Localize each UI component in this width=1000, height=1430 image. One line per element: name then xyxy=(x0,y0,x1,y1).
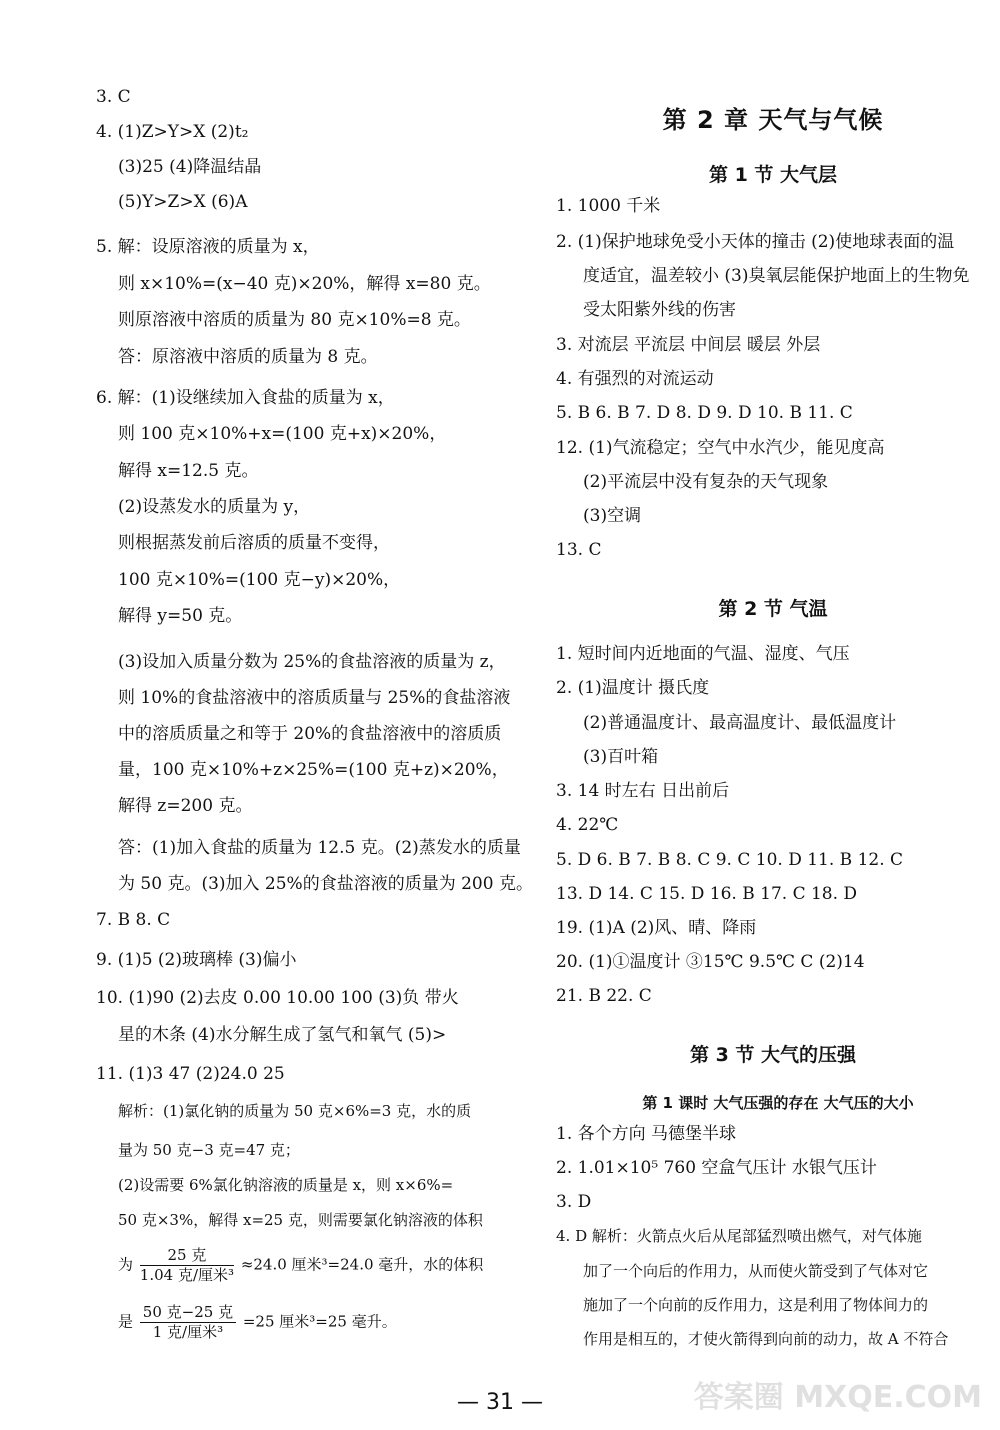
fraction-line: 是 $\frac{\text{50 克−25 克}}{\text{1 克/厘米³}}$ =25 厘米³=25 毫升。 xyxy=(118,1303,397,1341)
answer-line: 中的溶质质量之和等于 20%的食盐溶液中的溶质质 xyxy=(118,724,502,744)
answer-line: 量为 50 克−3 克=47 克； xyxy=(118,1141,300,1159)
answer-line: 4. D 解析：火箭点火后从尾部猛烈喷出燃气，对气体施 xyxy=(556,1227,922,1245)
answer-line: 19. (1)A (2)风、晴、降雨 xyxy=(556,918,757,938)
answer-line: 10. (1)90 (2)去皮 0.00 10.00 100 (3)负 带火 xyxy=(96,988,459,1008)
answer-line: (3)空调 xyxy=(583,506,642,526)
answer-line: 量，100 克×10%+z×25%=(100 克+z)×20%， xyxy=(118,760,509,780)
answer-line: 100 克×10%=(100 克−y)×20%， xyxy=(118,570,401,590)
chapter-title: 第 2 章 天气与气候 xyxy=(662,106,884,134)
answer-line: 7. B 8. C xyxy=(96,910,171,930)
answer-line: 则根据蒸发前后溶质的质量不变得， xyxy=(118,533,390,553)
watermark: 答案圈 MXQE.COM xyxy=(693,1380,982,1415)
lesson-title: 第 1 课时 大气压强的存在 大气压的大小 xyxy=(642,1094,914,1112)
answer-line: 3. 14 时左右 日出前后 xyxy=(556,781,730,801)
answer-line: (3)百叶箱 xyxy=(583,747,659,767)
answer-line: (5)Y>Z>X (6)A xyxy=(118,192,248,212)
answer-line: (3)设加入质量分数为 25%的食盐溶液的质量为 z， xyxy=(118,652,506,672)
answer-line: 11. (1)3 47 (2)24.0 25 xyxy=(96,1064,285,1084)
answer-line: (2)设需要 6%氯化钠溶液的质量是 x，则 x×6%= xyxy=(118,1176,454,1194)
answer-line: 2. (1)保护地球免受小天体的撞击 (2)使地球表面的温 xyxy=(556,232,955,252)
answer-line: 星的木条 (4)水分解生成了氢气和氧气 (5)> xyxy=(118,1025,447,1045)
answer-line: 1. 短时间内近地面的气温、湿度、气压 xyxy=(556,644,850,664)
answer-line: 1. 各个方向 马德堡半球 xyxy=(556,1124,737,1144)
answer-line: 9. (1)5 (2)玻璃棒 (3)偏小 xyxy=(96,950,297,970)
answer-line: 12. (1)气流稳定；空气中水汽少，能见度高 xyxy=(556,438,885,458)
answer-line: 答：(1)加入食盐的质量为 12.5 克。(2)蒸发水的质量 xyxy=(118,838,521,858)
answer-line: 21. B 22. C xyxy=(556,986,652,1006)
answer-line: 解得 z=200 克。 xyxy=(118,796,253,816)
answer-line: 3. 对流层 平流层 中间层 暖层 外层 xyxy=(556,335,821,355)
answer-line: 度适宜，温差较小 (3)臭氧层能保护地面上的生物免 xyxy=(583,266,970,286)
answer-line: 则 10%的食盐溶液中的溶质质量与 25%的食盐溶液 xyxy=(118,688,511,708)
answer-line: 2. (1)温度计 摄氏度 xyxy=(556,678,710,698)
section-title: 第 3 节 大气的压强 xyxy=(689,1044,857,1066)
answer-line: 4. (1)Z>Y>X (2)t₂ xyxy=(96,122,249,142)
fraction-line: 为 $\frac{\text{25 克}}{\text{1.04 克/厘米³}}$ ≈24.0 厘米³=24.0 毫升，水的体积 xyxy=(118,1246,484,1284)
answer-line: 5. 解：设原溶液的质量为 x， xyxy=(96,237,320,257)
answer-line: 解得 y=50 克。 xyxy=(118,606,243,626)
answer-line: 13. C xyxy=(556,540,602,560)
answer-line: 作用是相互的，才使火箭得到向前的动力，故 A 不符合 xyxy=(583,1330,949,1348)
answer-line: 13. D 14. C 15. D 16. B 17. C 18. D xyxy=(556,884,858,904)
answer-line: 解析：(1)氯化钠的质量为 50 克×6%=3 克，水的质 xyxy=(118,1102,472,1120)
section-title: 第 2 节 气温 xyxy=(718,598,828,620)
fraction: $\frac{\text{25 克}}{\text{1.04 克/厘米³}}$ xyxy=(139,1246,235,1284)
answer-line: 施加了一个向前的反作用力，这是利用了物体间力的 xyxy=(583,1296,929,1314)
answer-line: 则原溶液中溶质的质量为 80 克×10%=8 克。 xyxy=(118,310,471,330)
answer-line: 5. D 6. B 7. B 8. C 9. C 10. D 11. B 12. C xyxy=(556,850,904,870)
answer-line: 为 50 克。(3)加入 25%的食盐溶液的质量为 200 克。 xyxy=(118,874,533,894)
fraction: $\frac{\text{50 克−25 克}}{\text{1 克/厘米³}}$ xyxy=(140,1303,236,1342)
answer-line: 4. 有强烈的对流运动 xyxy=(556,369,714,389)
answer-line: 4. 22℃ xyxy=(556,815,619,835)
answer-line: 则 x×10%=(x−40 克)×20%，解得 x=80 克。 xyxy=(118,274,491,294)
answer-line: 1. 1000 千米 xyxy=(556,196,661,216)
answer-line: 3. D xyxy=(556,1192,592,1212)
answer-line: (2)平流层中没有复杂的天气现象 xyxy=(583,472,829,492)
answer-line: 50 克×3%，解得 x=25 克，则需要氯化钠溶液的体积 xyxy=(118,1211,483,1229)
answer-line: (2)设蒸发水的质量为 y， xyxy=(118,497,311,517)
answer-line: (3)25 (4)降温结晶 xyxy=(118,157,262,177)
answer-line: 加了一个向后的作用力，从而使火箭受到了气体对它 xyxy=(583,1262,929,1280)
answer-line: 2. 1.01×10⁵ 760 空盒气压计 水银气压计 xyxy=(556,1158,877,1178)
answer-line: (2)普通温度计、最高温度计、最低温度计 xyxy=(583,713,897,733)
answer-line: 则 100 克×10%+x=(100 克+x)×20%， xyxy=(118,424,447,444)
page-number: — 31 — xyxy=(457,1390,543,1415)
answer-line: 6. 解：(1)设继续加入食盐的质量为 x， xyxy=(96,388,395,408)
answer-line: 解得 x=12.5 克。 xyxy=(118,461,259,481)
section-title: 第 1 节 大气层 xyxy=(708,164,838,186)
answer-line: 5. B 6. B 7. D 8. D 9. D 10. B 11. C xyxy=(556,403,853,423)
answer-line: 20. (1)①温度计 ③15℃ 9.5℃ C (2)14 xyxy=(556,952,865,972)
answer-line: 3. C xyxy=(96,87,131,107)
answer-line: 答：原溶液中溶质的质量为 8 克。 xyxy=(118,347,378,367)
answer-line: 受太阳紫外线的伤害 xyxy=(583,300,736,320)
